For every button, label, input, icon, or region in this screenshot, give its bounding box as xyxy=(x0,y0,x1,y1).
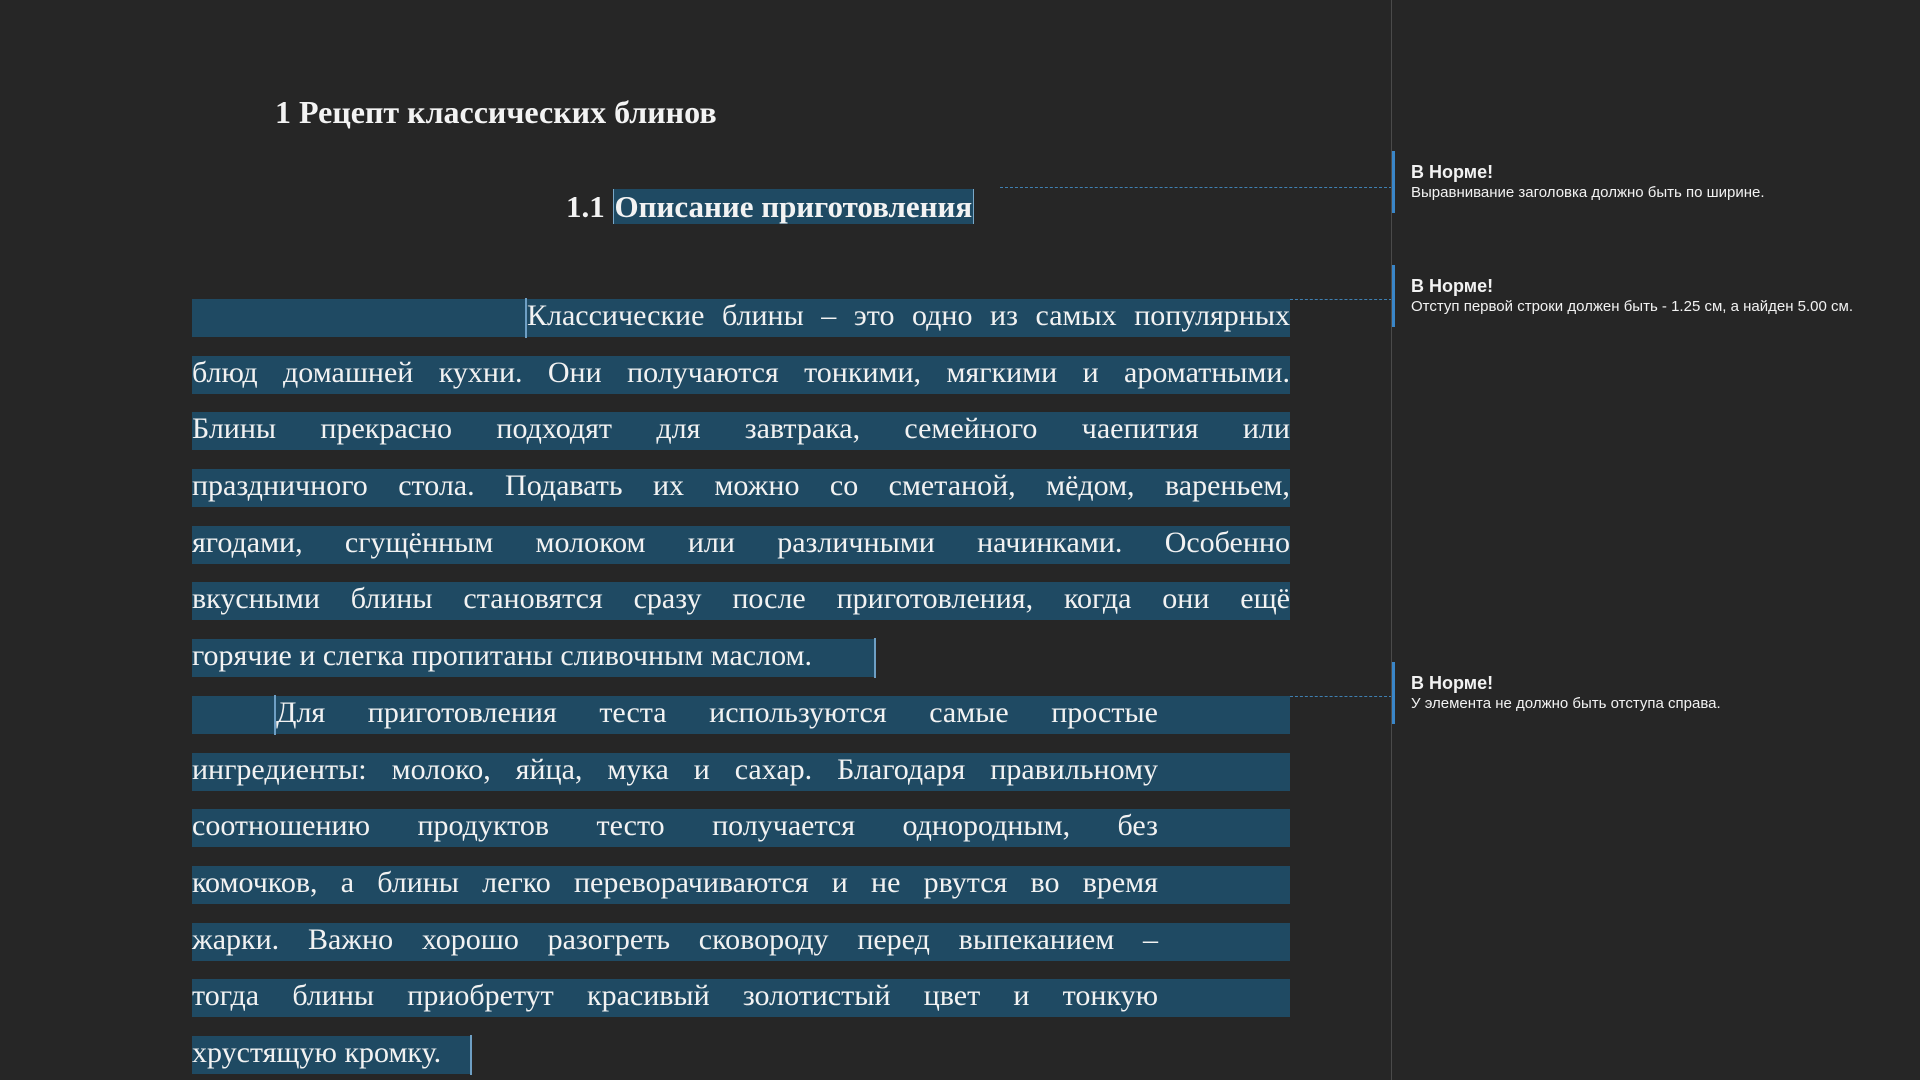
word: для xyxy=(656,412,701,446)
word: мягкими xyxy=(946,355,1058,389)
word: не xyxy=(871,866,901,900)
word: приготовления xyxy=(367,696,557,729)
paragraph-line xyxy=(192,632,1290,689)
word: продуктов xyxy=(417,809,549,843)
word: сахар. xyxy=(734,752,813,786)
word: молоко, xyxy=(391,752,491,786)
word: красивый xyxy=(587,979,710,1013)
word: блины xyxy=(292,979,375,1013)
paragraph-1-highlighted[interactable] xyxy=(192,292,1290,689)
paragraph-line xyxy=(192,746,1290,803)
paragraph-line-text xyxy=(192,409,1290,449)
word: мука xyxy=(607,752,669,786)
comment-title: В Норме! xyxy=(1411,276,1494,296)
word: ещё xyxy=(1240,582,1290,616)
paragraph-line-text xyxy=(192,523,1290,563)
word: цвет xyxy=(923,979,981,1013)
word: завтрака, xyxy=(744,412,861,446)
comment-card[interactable] xyxy=(1392,662,1920,724)
word: популярных xyxy=(1134,299,1290,332)
word: Они xyxy=(547,355,602,389)
word: тонкую xyxy=(1062,979,1158,1013)
paragraph-line xyxy=(192,802,1290,859)
heading-level-1[interactable]: 1 Рецепт классических блинов xyxy=(275,94,717,130)
word: самых xyxy=(1035,299,1117,332)
word: различными xyxy=(777,525,935,559)
word: Классические xyxy=(527,299,705,332)
word: это xyxy=(853,299,895,332)
word: одно xyxy=(912,299,973,332)
word: Подавать xyxy=(505,469,623,503)
word: блины xyxy=(350,582,433,616)
word: приготовления, xyxy=(836,582,1034,616)
word: время xyxy=(1082,866,1158,900)
word: после xyxy=(732,582,806,616)
comment-title: В Норме! xyxy=(1411,673,1494,693)
heading-2-text-highlighted[interactable]: Описание приготовления xyxy=(614,189,973,224)
comment-connector-line xyxy=(1290,299,1392,300)
paragraph-line-text xyxy=(192,976,1158,1016)
word: получаются xyxy=(627,355,779,389)
paragraph-line xyxy=(192,575,1290,632)
paragraph-line xyxy=(192,349,1290,406)
paragraph-line xyxy=(192,405,1290,462)
word: легко xyxy=(482,866,551,900)
comment-connector-line xyxy=(1000,187,1392,188)
word: тонкими, xyxy=(804,355,922,389)
paragraph-line-text: хрустящую кромку. xyxy=(192,1036,442,1070)
paragraph-line-text xyxy=(192,466,1290,506)
paragraph-line-text: горячие и слегка пропитаны сливочным маслом. xyxy=(192,639,812,673)
word: сразу xyxy=(633,582,702,616)
paragraph-line-text xyxy=(527,296,1290,336)
word: простые xyxy=(1051,696,1158,729)
word: Важно xyxy=(307,922,394,956)
word: хорошо xyxy=(421,922,519,956)
word: рвутся xyxy=(923,866,1008,900)
paragraph-line xyxy=(192,689,1290,746)
comment-body: Отступ первой строки должен быть - 1.25 см, а найден 5.00 см. xyxy=(1411,298,1854,315)
paragraph-line xyxy=(192,916,1290,973)
paragraph-line xyxy=(192,972,1290,1029)
paragraph-line-text xyxy=(192,863,1158,903)
word: ингредиенты: xyxy=(192,752,367,786)
word: блюд xyxy=(192,355,258,389)
paragraph-2-highlighted[interactable] xyxy=(192,689,1290,1080)
word: их xyxy=(652,469,684,503)
word: самые xyxy=(929,696,1009,729)
word: подходят xyxy=(496,412,613,446)
word: вкусными xyxy=(192,582,320,616)
word: сгущённым xyxy=(344,525,494,559)
paragraph-line xyxy=(192,859,1290,916)
heading-level-2[interactable] xyxy=(566,184,974,230)
word: Особенно xyxy=(1164,525,1290,559)
word: разогреть xyxy=(547,922,671,956)
word: – xyxy=(821,299,837,332)
word: теста xyxy=(599,696,667,729)
word: вареньем, xyxy=(1164,469,1290,503)
word: они xyxy=(1162,582,1210,616)
word: правильному xyxy=(990,752,1158,786)
paragraph-line xyxy=(192,462,1290,519)
word: кухни. xyxy=(438,355,523,389)
word: стола. xyxy=(398,469,475,503)
comment-body: У элемента не должно быть отступа справа. xyxy=(1411,695,1721,712)
word: мёдом, xyxy=(1046,469,1135,503)
heading-2-number: 1.1 xyxy=(566,189,605,224)
word: со xyxy=(829,469,859,503)
word: тогда xyxy=(192,979,260,1013)
word: молоком xyxy=(535,525,646,559)
word: Благодаря xyxy=(837,752,966,786)
word: Блины xyxy=(192,412,277,446)
word: тесто xyxy=(596,809,665,843)
word: становятся xyxy=(463,582,603,616)
word: во xyxy=(1030,866,1060,900)
word: блины xyxy=(721,299,804,332)
comment-body: Выравнивание заголовка должно быть по ширине. xyxy=(1411,184,1765,201)
paragraph-line xyxy=(192,1029,1290,1080)
word: а xyxy=(340,866,355,900)
word: сковороду xyxy=(698,922,829,956)
paragraph-line xyxy=(192,292,1290,349)
word: домашней xyxy=(283,355,414,389)
paragraph-line-text xyxy=(192,806,1158,846)
word: однородным, xyxy=(902,809,1071,843)
word: когда xyxy=(1063,582,1132,616)
word: приобретут xyxy=(407,979,554,1013)
comment-title: В Норме! xyxy=(1411,162,1494,182)
word: начинками. xyxy=(977,525,1123,559)
word: золотистый xyxy=(742,979,891,1013)
selection-end-marker xyxy=(470,1035,472,1075)
word: ароматными. xyxy=(1124,355,1290,389)
selection-end-marker xyxy=(874,638,876,678)
comment-card[interactable] xyxy=(1392,265,1920,327)
word: получается xyxy=(712,809,856,843)
word: можно xyxy=(714,469,800,503)
paragraph-line-text xyxy=(192,920,1158,960)
word: без xyxy=(1117,809,1158,843)
word: комочков, xyxy=(192,866,318,900)
word: яйца, xyxy=(515,752,583,786)
word: выпеканием xyxy=(958,922,1115,956)
word: и xyxy=(1082,355,1099,389)
paragraph-line-text xyxy=(192,353,1290,393)
word: праздничного xyxy=(192,469,368,503)
word: сметаной, xyxy=(888,469,1016,503)
word: блины xyxy=(377,866,459,900)
word: Для xyxy=(276,696,326,729)
word: – xyxy=(1142,922,1158,956)
word: используются xyxy=(709,696,887,729)
word: и xyxy=(1013,979,1030,1013)
word: чаепития xyxy=(1081,412,1199,446)
paragraph-line xyxy=(192,519,1290,576)
word: и xyxy=(693,752,710,786)
word: прекрасно xyxy=(320,412,453,446)
word: или xyxy=(1242,412,1290,446)
word: соотношению xyxy=(192,809,371,843)
paragraph-line-text xyxy=(192,579,1290,619)
word: перед xyxy=(857,922,930,956)
word: или xyxy=(687,525,735,559)
comment-card[interactable] xyxy=(1392,151,1920,213)
word: жарки. xyxy=(192,922,280,956)
word: из xyxy=(990,299,1018,332)
paragraph-line-text xyxy=(192,750,1158,790)
word: семейного xyxy=(904,412,1038,446)
paragraph-line-text xyxy=(276,693,1158,733)
word: переворачиваются xyxy=(574,866,809,900)
word: ягодами, xyxy=(192,525,303,559)
comment-connector-line xyxy=(1290,696,1392,697)
word: и xyxy=(831,866,848,900)
